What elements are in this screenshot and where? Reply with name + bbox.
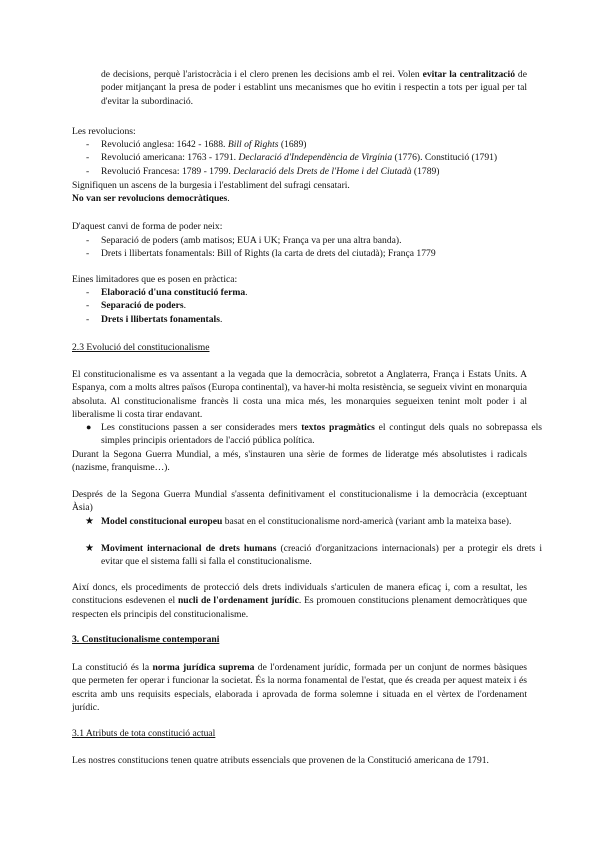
list-item [86,165,526,178]
not-democratic-note [72,192,527,205]
list-item-italic: Bill of Rights [227,139,279,150]
star-item-text: basat en el constitucionalisme nord-americà (variant amb la mateixa base). [222,516,512,527]
paragraph-text-end: de l'ordenament jurídic, formada per un conjunt de normes bàsiques que permeten fer operar i funcionar la societat. És la norma fonamental de l'estat, que és creada per aquest mateix i és escrita amb uns requisits especials, elaborada i aprovada de forma solemne i situada en el vèrtex de l'ordenament jurídic. [72,662,527,714]
paragraph-text: Així doncs, els procediments de protecció dels drets individuals s'articulen de manera eficaç i, com a resultat, les constitucions esdevenen el [72,582,527,607]
section-heading-2-3: 2.3 Evolució del constitucionalisme [72,342,210,353]
list-item-text-end: (1689) [278,139,307,150]
bullet-icon: ● [86,422,92,432]
bullet-item [86,421,542,448]
evolution-paragraph-3: Després de la Segona Guerra Mundial s'assenta definitivament el constitucionalisme i la democràcia (exceptuant Àsia) [72,489,527,514]
list-item-bold: Elaboració d'una constitució ferma [101,287,246,298]
paragraph-text: La constitució és la [72,662,153,673]
list-item-bold: Separació de poders [101,300,184,312]
bullet-bold: textos pragmàtics [301,422,375,433]
not-democratic-bold: No van ser revolucions democràtiques [72,193,228,204]
tools-label: Eines limitadores que es posen en pràctica: [72,274,238,285]
intro-bold: evitar la centralització [422,69,516,80]
paragraph-text-end: . Es promouen constitucions plenament democràtiques que respecten els principis del constitucionalisme. [72,595,528,620]
list-item: - Drets i llibertats fonamentals: Bill of Rights (la carta de drets del ciutadà); França 1779 [86,247,526,260]
star-icon: ★ [85,543,94,554]
list-item-text: Revolució anglesa: 1642 - 1688. [101,139,228,150]
revolutions-list [86,138,526,178]
bullet-text: Les constitucions passen a ser considerades mers [101,422,302,433]
intro-paragraph [101,68,527,108]
contemporary-paragraph [72,661,527,715]
list-item [86,313,526,326]
list-item-text: Revolució Francesa: 1789 - 1799. [101,165,234,177]
revolutions-label: Les revolucions: [72,126,136,137]
change-label: D'aquest canvi de forma de poder neix: [72,221,223,232]
star-item-text: (creació d'organitzacions internacionals) per a protegir els drets i evitar que el sistema falli si falla el constitucionalisme. [101,543,543,568]
star-item-european-model [86,515,542,528]
paragraph-bold: norma jurídica suprema [152,662,255,673]
intro-text-end: de poder mitjançant la presa de poder i establint uns mecanismes que ho evitin i respectin a tots per igual per tal d'evitar la subordinació. [101,69,527,107]
section-heading-3-1: 3.1 Atributs de tota constitució actual [72,728,216,739]
list-item [86,299,526,312]
list-item [86,138,526,151]
star-item-bold: Model constitucional europeu [101,516,223,527]
list-item-italic: Declaració d'Independència de Virgínia [238,152,393,164]
list-item-italic: Declaració dels Drets de l'Home i del Ciutadà [233,165,412,177]
intro-text: de decisions, perquè l'aristocràcia i el clero prenen les decisions amb el rei. Volen [101,69,423,80]
change-list [86,234,526,261]
evolution-paragraph-2: Durant la Segona Guerra Mundial, a més, s'instauren una sèrie de formes de lideratge més absolutistes i radicals (nazisme, franquisme…). [72,449,527,474]
star-item-bold: Moviment internacional de drets humans [101,543,277,554]
list-item-bold: Drets i llibertats fonamentals [101,313,220,325]
list-item-text: Revolució americana: 1763 - 1791. [101,152,239,164]
list-item [86,286,526,299]
list-item-text-end: (1776). Constitució (1791) [392,152,498,164]
paragraph-bold: nucli de l'ordenament jurídic [177,595,299,607]
star-icon: ★ [85,516,94,527]
star-item-human-rights [86,542,542,569]
revolutions-summary: Signifiquen un ascens de la burgesia i l'establiment del sufragi censatari. [72,180,350,191]
evolution-paragraph-1: El constitucionalisme es va assentant a la vegada que la democràcia, sobretot a Anglaterra, França i Estats Units. A Espanya, com a molts altres països (Europa continental), va haver-hi molta resistència, se segueix vivint en monarquia absoluta. Al constitucionalisme francès li costa una mica més, les monarquies segueixen tenint molt poder i al liberalisme li costa tirar endavant. [72,369,527,421]
attributes-paragraph: Les nostres constitucions tenen quatre atributs essencials que provenen de la Constitució americana de 1791. [72,755,489,766]
period: . [219,313,223,325]
evolution-paragraph-4 [72,581,527,621]
section-heading-3: 3. Constitucionalisme contemporani [72,634,220,645]
list-item: - Separació de poders (amb matisos; EUA i UK; França va per una altra banda). [86,234,526,247]
tools-list [86,286,526,326]
list-item-text-end: (1789) [411,165,440,177]
bullet-text-end: el contingut dels quals no sobrepassa els simples principis orientadors de l'acció pública política. [101,422,543,447]
period: . [245,287,248,298]
list-item [86,151,526,164]
period: . [227,193,230,204]
period: . [183,300,187,312]
